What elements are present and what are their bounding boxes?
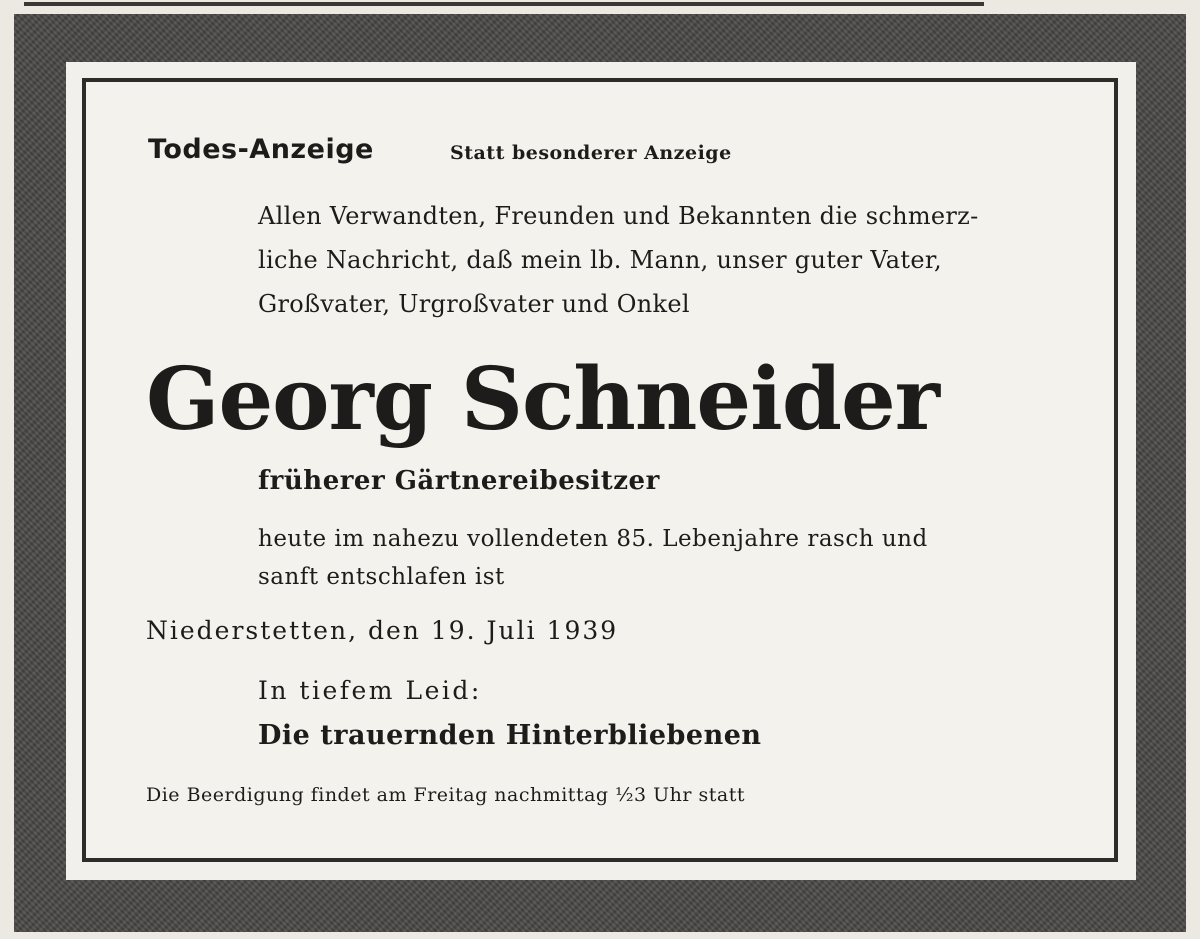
bereaved-signature: Die trauernden Hinterbliebenen xyxy=(258,720,762,751)
intro-line: Großvater, Urgroßvater und Onkel xyxy=(258,290,690,318)
notice-sub-heading: Statt besonderer Anzeige xyxy=(450,142,732,164)
deceased-name: Georg Schneider xyxy=(146,349,939,450)
message-line: heute im nahezu vollendeten 85. Lebenjahre rasch und xyxy=(258,526,928,552)
notice-type-heading: Todes-Anzeige xyxy=(148,134,374,165)
funeral-note: Die Beerdigung findet am Freitag nachmittag ½3 Uhr statt xyxy=(146,784,746,806)
place-and-date: Niederstetten, den 19. Juli 1939 xyxy=(146,616,619,645)
grief-line: In tiefem Leid: xyxy=(258,676,482,705)
intro-text xyxy=(258,194,979,326)
intro-line: Allen Verwandten, Freunden und Bekannten die schmerz- xyxy=(258,202,979,230)
top-rule xyxy=(24,2,984,6)
deceased-occupation: früherer Gärtnereibesitzer xyxy=(258,466,660,496)
intro-line: liche Nachricht, daß mein lb. Mann, unser guter Vater, xyxy=(258,246,942,274)
death-message xyxy=(258,520,928,596)
message-line: sanft entschlafen ist xyxy=(258,564,505,590)
